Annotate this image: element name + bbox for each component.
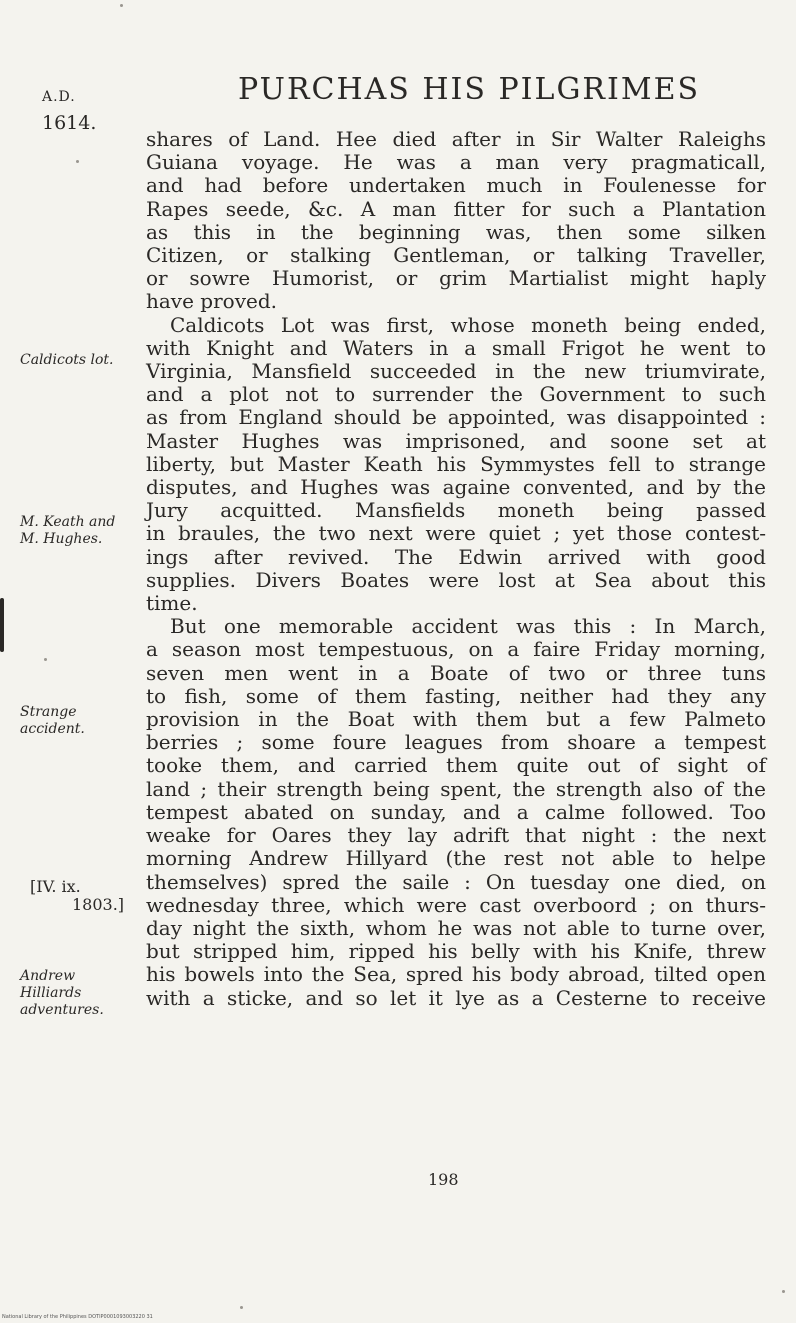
margin-note-strange-accident: [20, 704, 130, 738]
header-year: [42, 84, 96, 135]
text-line: day night the sixth, whom he was not able to turne over,: [146, 915, 766, 940]
text-line: to fish, some of them fasting, neither had they any: [146, 683, 766, 708]
text-line: and a plot not to surrender the Government to such: [146, 382, 766, 407]
text-line: Citizen, or stalking Gentleman, or talking Traveller,: [146, 243, 766, 268]
text-line: a season most tempestuous, on a faire Friday morning,: [146, 637, 766, 662]
text-line: time.: [146, 591, 198, 616]
speck: [76, 160, 79, 163]
margin-note-line: M. Hughes.: [20, 531, 103, 547]
text-line: seven men went in a Boate of two or three tuns: [146, 660, 766, 685]
text-line: Rapes seede, &c. A man fitter for such a Plantation: [146, 196, 766, 221]
text-line: provision in the Boat with them but a few Palmeto: [146, 707, 766, 732]
text-line: and had before undertaken much in Foulenesse for: [146, 173, 766, 198]
paragraph-3: [146, 615, 766, 1009]
speck: [120, 4, 123, 7]
text-line: weake for Oares they lay adrift that night : the next: [146, 823, 766, 848]
text-line: tooke them, and carried them quite out of sight of: [146, 753, 766, 778]
speck: [44, 658, 47, 661]
text-line: wednesday three, which were cast overboord ; on thurs-: [146, 892, 766, 917]
speck: [240, 1306, 243, 1309]
text-line: or sowre Humorist, or grim Martialist might haply: [146, 266, 766, 291]
text-line: his bowels into the Sea, spred his body abroad, tilted open: [146, 962, 766, 987]
text-line: land ; their strength being spent, the strength also of the: [146, 776, 766, 801]
text-line: Guiana voyage. He was a man very pragmaticall,: [146, 150, 766, 175]
paragraph-1: [146, 128, 766, 314]
text-line: as this in the beginning was, then some silken: [146, 219, 766, 244]
margin-note-line: accident.: [20, 721, 85, 737]
margin-note-line: adventures.: [20, 1002, 104, 1018]
edge-mark: [0, 598, 4, 652]
margin-note-caldicots-lot: [20, 352, 130, 369]
margin-note-line: Hilliards: [20, 985, 82, 1001]
text-line: themselves) spred the saile : On tuesday one died, on: [146, 869, 766, 894]
text-line: ings after revived. The Edwin arrived with good: [146, 544, 766, 569]
margin-note-line: Caldicots lot.: [20, 352, 114, 368]
text-line: with Knight and Waters in a small Frigot he went to: [146, 335, 766, 360]
text-line: berries ; some foure leagues from shoare a tempest: [146, 730, 766, 755]
text-line: in braules, the two next were quiet ; yet those contest-: [146, 521, 766, 546]
text-line: morning Andrew Hillyard (the rest not able to helpe: [146, 846, 766, 871]
margin-ref-line: 1803.]: [72, 895, 125, 914]
text-line: tempest abated on sunday, and a calme followed. Too: [146, 799, 766, 824]
year-label: 1614.: [42, 112, 97, 134]
text-line: supplies. Divers Boates were lost at Sea about this: [146, 567, 766, 592]
margin-note-keath-hughes: [20, 514, 130, 548]
text-line: Caldicots Lot was first, whose moneth being ended,: [170, 312, 766, 337]
text-line: disputes, and Hughes was againe convented, and by the: [146, 475, 766, 500]
margin-note-andrew-hilliard: [20, 968, 130, 1019]
footer-credit: National Library of the Philippines DOTIP0001093003220 31: [2, 1314, 153, 1320]
text-line: liberty, but Master Keath his Symmystes fell to strange: [146, 451, 766, 476]
text-line: shares of Land. Hee died after in Sir Walter Raleighs: [146, 127, 766, 151]
text-line: with a sticke, and so let it lye as a Cesterne to receive: [146, 985, 766, 1010]
text-line: But one memorable accident was this : In March,: [170, 614, 766, 639]
body-text: [146, 128, 766, 1010]
speck: [782, 1290, 785, 1293]
margin-ref-line: [IV. ix.: [30, 877, 81, 896]
page-number: 198: [428, 1170, 459, 1189]
text-line: Virginia, Mansfield succeeded in the new triumvirate,: [146, 359, 766, 384]
text-line: as from England should be appointed, was disappointed :: [146, 405, 766, 430]
text-line: Master Hughes was imprisoned, and soone set at: [146, 428, 766, 453]
text-line: have proved.: [146, 289, 277, 314]
margin-note-line: Strange: [20, 704, 77, 720]
running-title: PURCHAS HIS PILGRIMES: [238, 72, 701, 107]
margin-note-line: M. Keath and: [20, 514, 116, 530]
margin-note-line: Andrew: [20, 968, 76, 984]
margin-reference: [30, 878, 124, 914]
text-line: Jury acquitted. Mansfields moneth being passed: [146, 498, 766, 523]
ad-label: A.D.: [42, 89, 76, 105]
paragraph-2: [146, 314, 766, 616]
text-line: but stripped him, ripped his belly with his Knife, threw: [146, 939, 766, 964]
